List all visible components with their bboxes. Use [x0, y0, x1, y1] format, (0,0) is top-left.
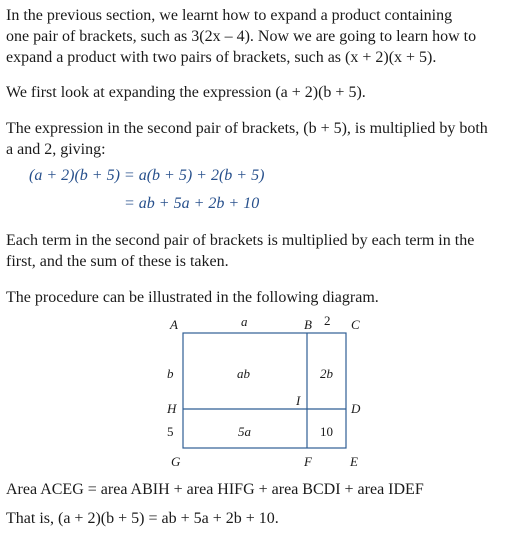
side-label-top-a: a: [241, 314, 248, 329]
first-look-paragraph: [6, 82, 522, 103]
procedure-text: The procedure can be illustrated in the following diagram.: [6, 289, 379, 306]
cell-label-10: 10: [320, 424, 333, 439]
cell-label-ab: ab: [237, 366, 250, 381]
second-line-1: The expression in the second pair of brackets, (b + 5), is multiplied by both: [6, 120, 488, 137]
first-look-text: We first look at expanding the expression (a + 2)(b + 5).: [6, 84, 366, 101]
corner-label-c: C: [351, 317, 360, 332]
side-label-left-5: 5: [167, 424, 174, 439]
corner-label-a: A: [170, 317, 178, 332]
equation-line-2: = ab + 5a + 2b + 10: [124, 195, 260, 212]
second-paragraph: [6, 118, 522, 160]
corner-label-d: D: [351, 401, 361, 416]
intro-line-1: In the previous section, we learnt how to expand a product containing: [6, 7, 453, 24]
area-equation-paragraph: [6, 479, 522, 500]
corner-label-b: B: [304, 317, 312, 332]
each-term-paragraph: [6, 230, 522, 272]
second-line-2: a and 2, giving:: [6, 141, 106, 158]
conclusion-paragraph: [6, 508, 522, 529]
intro-line-3: expand a product with two pairs of brackets, such as (x + 2)(x + 5).: [6, 49, 437, 66]
corner-label-h: H: [167, 401, 177, 416]
corner-label-g: G: [171, 454, 181, 469]
equation-line-1: (a + 2)(b + 5) = a(b + 5) + 2(b + 5): [29, 167, 265, 184]
cell-label-5a: 5a: [238, 424, 251, 439]
conclusion-text: That is, (a + 2)(b + 5) = ab + 5a + 2b + 10.: [6, 510, 279, 527]
each-term-line-1: Each term in the second pair of brackets is multiplied by each term in the: [6, 232, 475, 249]
side-label-top-2: 2: [324, 313, 331, 328]
each-term-line-2: first, and the sum of these is taken.: [6, 253, 229, 270]
intro-line-2: one pair of brackets, such as 3(2x – 4). Now we are going to learn how to: [6, 28, 477, 45]
corner-label-f: F: [304, 454, 312, 469]
intro-paragraph: [6, 5, 522, 68]
corner-label-i: I: [296, 393, 301, 408]
corner-label-e: E: [350, 454, 358, 469]
cell-label-2b: 2b: [320, 366, 333, 381]
rectangle-grid: [160, 312, 380, 472]
side-label-left-b: b: [167, 366, 174, 381]
procedure-paragraph: [6, 287, 522, 308]
area-equation-text: Area ACEG = area ABIH + area HIFG + area BCDI + area IDEF: [6, 481, 424, 498]
area-diagram: [160, 312, 380, 472]
